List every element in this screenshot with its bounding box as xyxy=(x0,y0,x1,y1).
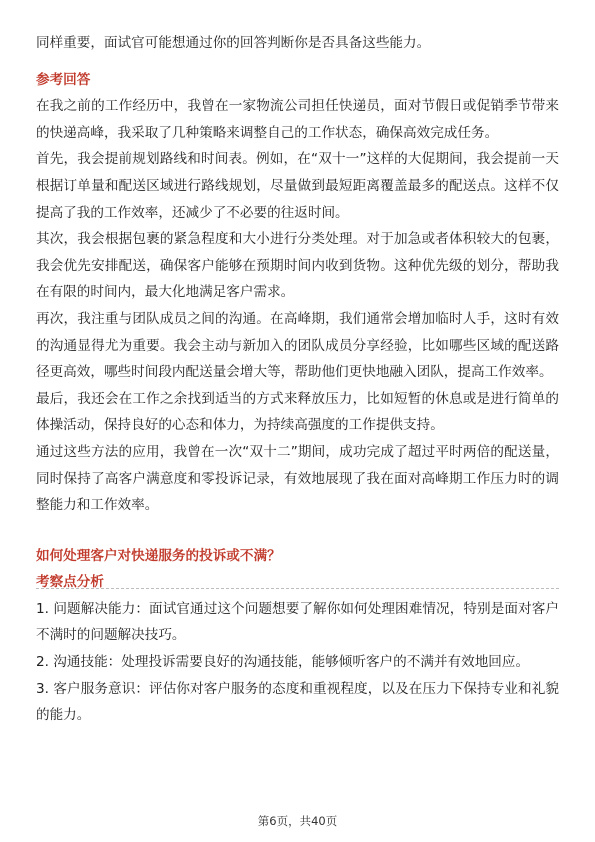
analysis-subheading: 考察点分析 xyxy=(36,574,104,591)
page-content xyxy=(36,30,559,729)
intro-tail-text: 同样重要，面试官可能想通过你的回答判断你是否具备这些能力。 xyxy=(36,35,431,51)
analysis-item-3: 3. 客户服务意识：评估你对客户服务的态度和重视程度，以及在压力下保持专业和礼貌的能力。 xyxy=(36,680,559,724)
analysis-item-2: 2. 沟通技能：处理投诉需要良好的沟通技能，能够倾听客户的不满并有效地回应。 xyxy=(36,654,530,671)
answer-paragraph-6: 通过这些方法的应用，我曾在一次“双十二”期间，成功完成了超过平时两倍的配送量，同时保持了高客户满意度和零投诉记录，有效地展现了我在面对高峰期工作压力时的调整能力和工作效率。 xyxy=(36,443,559,514)
answer-paragraph-4: 再次，我注重与团队成员之间的沟通。在高峰期，我们通常会增加临时人手，这时有效的沟通显得尤为重要。我会主动与新加入的团队成员分享经验，比如哪些区域的配送路径更高效，哪些时间段内配送量会增大等，帮助他们更快地融入团队，提高工作效率。 xyxy=(36,310,559,381)
question-heading: 如何处理客户对快递服务的投诉或不满？ xyxy=(36,547,281,564)
answer-paragraph-5: 最后，我还会在工作之余找到适当的方式来释放压力，比如短暂的休息或是进行简单的体操活动，保持良好的心态和体力，为持续高强度的工作提供支持。 xyxy=(36,390,559,434)
reference-answer-heading: 参考回答 xyxy=(36,71,91,88)
page-number: 第6页，共40页 xyxy=(257,814,338,828)
answer-paragraph-1: 在我之前的工作经历中，我曾在一家物流公司担任快递员，面对节假日或促销季节带来的快递高峰，我采取了几种策略来调整自己的工作状态，确保高效完成任务。 xyxy=(36,98,559,141)
answer-paragraph-3: 其次，我会根据包裹的紧急程度和大小进行分类处理。对于加急或者体积较大的包裹，我会优先安排配送，确保客户能够在预期时间内收到货物。这种优先级的划分，帮助我在有限的时间内，最大化地满足客户需求。 xyxy=(36,231,559,301)
answer-paragraph-2: 首先，我会提前规划路线和时间表。例如，在“双十一”这样的大促期间，我会提前一天根据订单量和配送区域进行路线规划，尽量做到最短距离覆盖最多的配送点。这样不仅提高了我的工作效率，还减少了不必要的往返时间。 xyxy=(36,151,559,221)
analysis-item-1: 1. 问题解决能力：面试官通过这个问题想要了解你如何处理困难情况，特别是面对客户不满时的问题解决技巧。 xyxy=(36,600,559,644)
section-divider xyxy=(36,588,559,589)
